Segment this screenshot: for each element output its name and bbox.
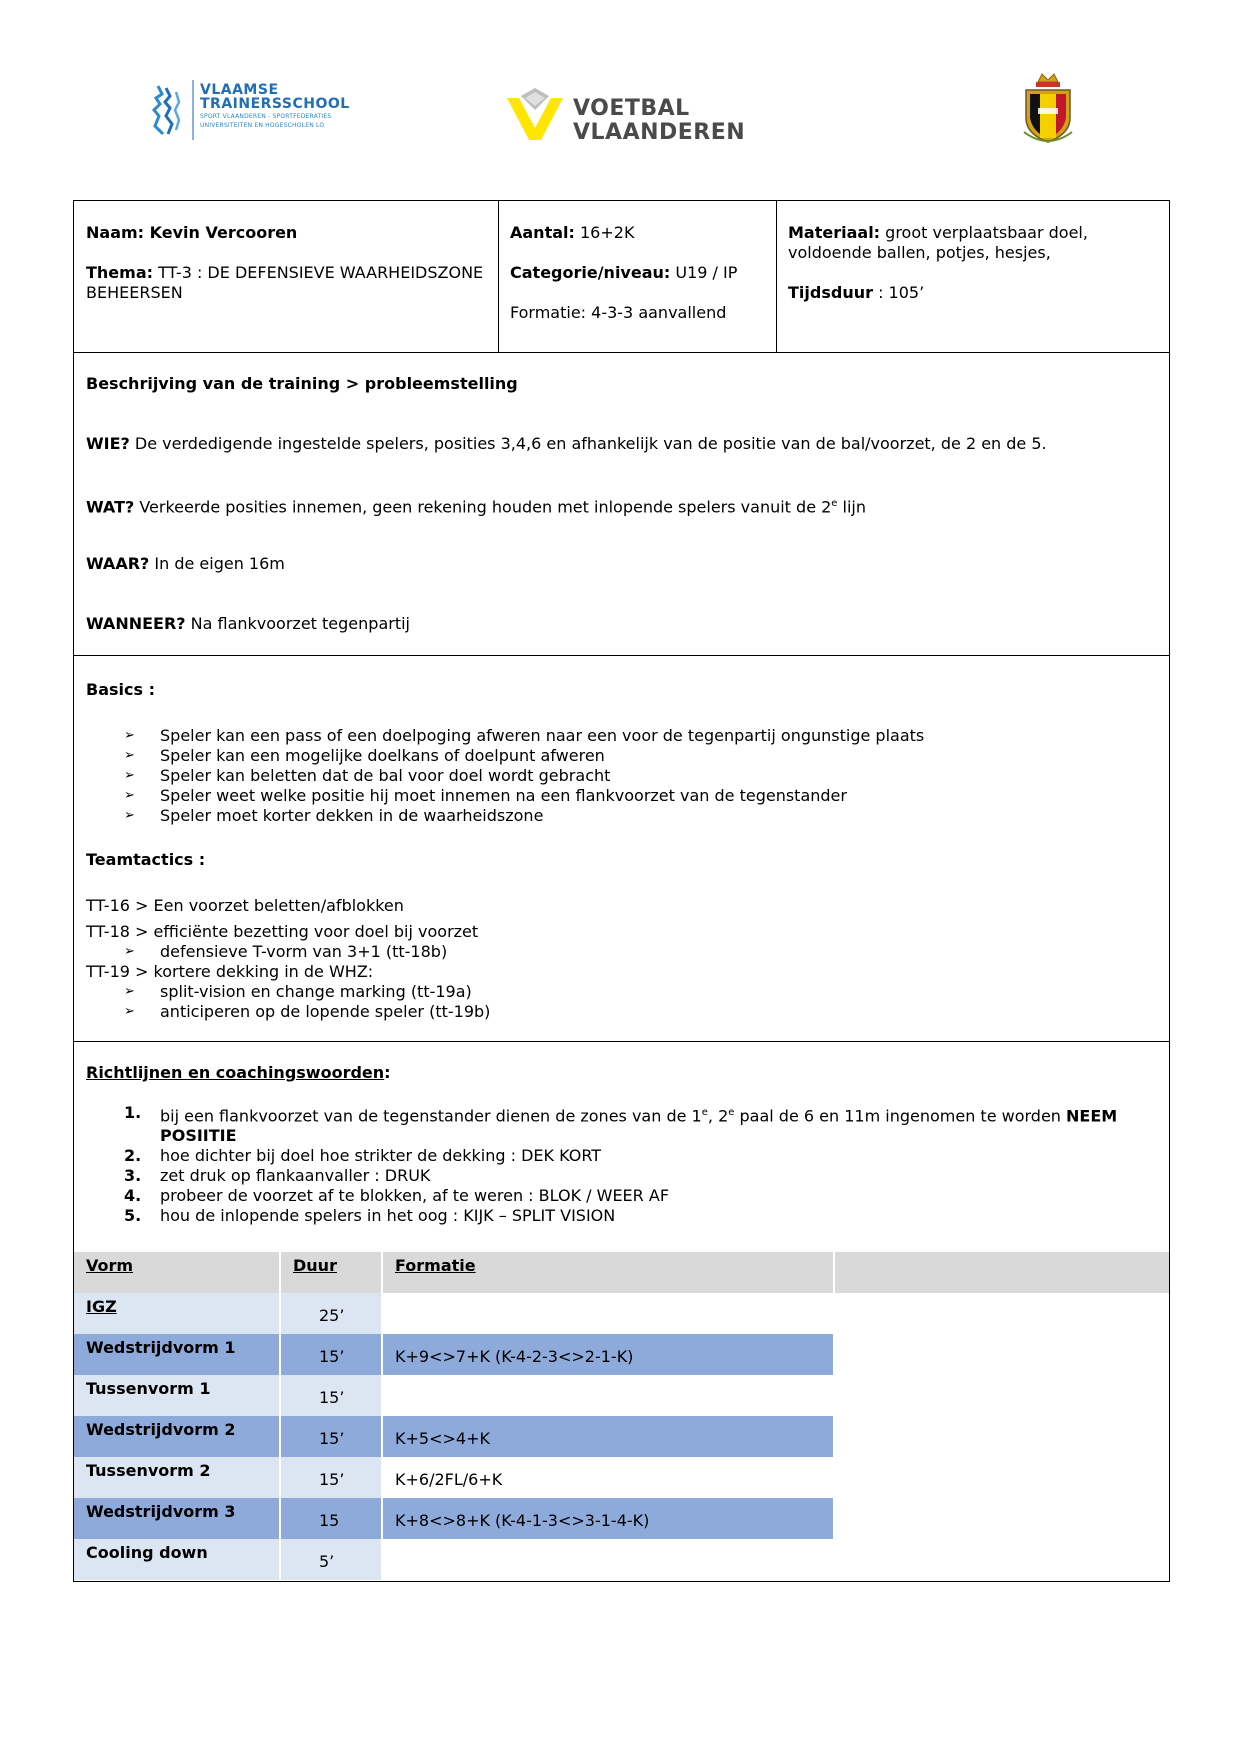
coaching-section: [86, 1063, 1161, 1226]
table-row: Wedstrijdvorm 2 15’ K+5<>4+K: [74, 1416, 1169, 1457]
list-item: 1. bij een flankvoorzet van de tegenstander dienen de zones van de 1e, 2e paal de 6 en 11m ingenomen te worden NEEM POSIITIE: [124, 1103, 1118, 1146]
wie: [86, 434, 1156, 454]
table-row: IGZ 25’: [74, 1293, 1169, 1334]
vts-line1: VLAAMSE: [200, 82, 279, 98]
list-item: 5. hou de inlopende spelers in het oog : KIJK – SPLIT VISION: [124, 1206, 616, 1226]
header-formatie: Formatie: [395, 1256, 476, 1275]
section-divider: [74, 655, 1169, 656]
basics-title: Basics :: [86, 680, 155, 699]
wie-value: De verdedigende ingestelde spelers, posities 3,4,6 en afhankelijk van de positie van de bal/voorzet, de 2 en de 5.: [129, 434, 1047, 453]
header-naam-thema: [86, 223, 486, 303]
arrow-bullet-icon: ➢: [124, 1004, 135, 1019]
header-empty: [835, 1252, 1169, 1293]
header-vorm: Vorm: [86, 1256, 134, 1275]
thema-value: TT-3 : DE DEFENSIEVE WAARHEIDSZONE BEHEERSEN: [86, 263, 484, 302]
list-item: ➢ defensieve T-vorm van 3+1 (tt-18b): [124, 942, 448, 961]
coaching-title: Richtlijnen en coachingswoorden:: [86, 1063, 391, 1082]
header-materiaal: [788, 223, 1158, 303]
arrow-bullet-icon: ➢: [124, 808, 135, 823]
list-item: ➢ Speler kan een pass of een doelpoging afweren naar een voor de tegenpartij ongunstige plaats: [124, 726, 925, 745]
tt16: TT-16 > Een voorzet beletten/afblokken: [86, 896, 404, 915]
waar: [86, 554, 1156, 574]
tijdsduur: [788, 283, 1158, 303]
basics-section: [86, 680, 1156, 1022]
list-item: 3. zet druk op flankaanvaller : DRUK: [124, 1166, 431, 1186]
tijdsduur-label: Tijdsduur: [788, 283, 873, 302]
arrow-bullet-icon: ➢: [124, 788, 135, 803]
header-divider-2: [776, 201, 777, 352]
table-row: Cooling down 5’: [74, 1539, 1169, 1580]
list-item: 4. probeer de voorzet af te blokken, af te weren : BLOK / WEER AF: [124, 1186, 670, 1206]
wanneer-value: Na flankvoorzet tegenpartij: [185, 614, 410, 633]
categorie: [510, 263, 770, 283]
tt18: TT-18 > efficiënte bezetting voor doel bij voorzet: [86, 922, 479, 941]
tt19: TT-19 > kortere dekking in de WHZ:: [86, 962, 374, 981]
arrow-bullet-icon: ➢: [124, 944, 135, 959]
thema-label: Thema:: [86, 263, 154, 282]
table-row: Tussenvorm 2 15’ K+6/2FL/6+K: [74, 1457, 1169, 1498]
arrow-bullet-icon: ➢: [124, 728, 135, 743]
description-title: Beschrijving van de training > probleemstelling: [86, 374, 518, 393]
training-sheet: [73, 200, 1170, 1582]
section-divider: [74, 1041, 1169, 1042]
vlaamse-trainersschool-logo: [148, 80, 348, 142]
list-item: ➢ Speler weet welke positie hij moet innemen na een flankvoorzet van de tegenstander: [124, 786, 847, 805]
wanneer-label: WANNEER?: [86, 614, 186, 633]
waar-label: WAAR?: [86, 554, 150, 573]
belgian-crest-icon: [1018, 72, 1078, 148]
vts-line4: UNIVERSITEITEN EN HOGESCHOLEN LO: [200, 122, 325, 129]
wat: [86, 494, 1156, 517]
wanneer: [86, 614, 1156, 634]
arrow-bullet-icon: ➢: [124, 748, 135, 763]
categorie-label: Categorie/niveau:: [510, 263, 671, 282]
voetbal-vlaanderen-logo: [505, 88, 745, 148]
vv-line1: VOETBAL: [573, 96, 690, 121]
wat-value: Verkeerde posities innemen, geen rekening houden met inlopende spelers vanuit de 2: [134, 497, 832, 517]
section-divider: [74, 352, 1169, 353]
vts-line2: TRAINERSSCHOOL: [200, 96, 350, 112]
table-header-row: [74, 1252, 1169, 1293]
thema: [86, 263, 486, 303]
list-item: ➢ Speler moet korter dekken in de waarheidszone: [124, 806, 544, 825]
header-divider-1: [498, 201, 499, 352]
coaching-list: [86, 1103, 1161, 1226]
waar-value: In de eigen 16m: [149, 554, 285, 573]
list-item: 2. hoe dichter bij doel hoe strikter de dekking : DEK KORT: [124, 1146, 602, 1166]
arrow-bullet-icon: ➢: [124, 984, 135, 999]
description-section: [86, 374, 1156, 674]
list-item: ➢ Speler kan een mogelijke doelkans of doelpunt afweren: [124, 746, 605, 765]
wat-value-end: lijn: [837, 497, 867, 517]
vv-line2: VLAANDEREN: [573, 120, 746, 145]
table-row: Tussenvorm 1 15’: [74, 1375, 1169, 1416]
aantal-label: Aantal:: [510, 223, 575, 242]
arrow-bullet-icon: ➢: [124, 768, 135, 783]
materiaal-value: groot verplaatsbaar doel, voldoende ballen, potjes, hesjes,: [788, 223, 1088, 262]
list-item: ➢ anticiperen op de lopende speler (tt-19b): [124, 1002, 491, 1021]
rbfa-logo: [1018, 72, 1078, 148]
materiaal-label: Materiaal:: [788, 223, 881, 242]
wat-sup: e: [831, 498, 838, 509]
aantal: [510, 223, 770, 243]
table-row: Wedstrijdvorm 3 15 K+8<>8+K (K-4-1-3<>3-1-4-K): [74, 1498, 1169, 1539]
tijdsduur-value: : 105’: [872, 283, 925, 302]
materiaal: [788, 223, 1158, 263]
basics-list: [86, 726, 1156, 826]
header-duur: Duur: [293, 1256, 337, 1275]
list-item: ➢ split-vision en change marking (tt-19a): [124, 982, 472, 1001]
header-aantal: [510, 223, 770, 323]
shield-v-icon: [505, 88, 565, 146]
vts-line3: SPORT VLAANDEREN - SPORTFEDERATIES: [200, 113, 332, 120]
aantal-value: 16+2K: [574, 223, 635, 242]
table-row: Wedstrijdvorm 1 15’ K+9<>7+K (K-4-2-3<>2-1-K): [74, 1334, 1169, 1375]
teamtactics-title: Teamtactics :: [86, 850, 206, 869]
categorie-value: U19 / IP: [670, 263, 738, 282]
wie-label: WIE?: [86, 434, 130, 453]
lion-icon: [148, 82, 184, 138]
list-item: ➢ Speler kan beletten dat de bal voor doel wordt gebracht: [124, 766, 611, 785]
naam: Naam: Kevin Vercooren: [86, 223, 298, 242]
formatie: Formatie: 4-3-3 aanvallend: [510, 303, 727, 322]
wat-label: WAT?: [86, 497, 135, 517]
logo-divider: [192, 80, 194, 140]
